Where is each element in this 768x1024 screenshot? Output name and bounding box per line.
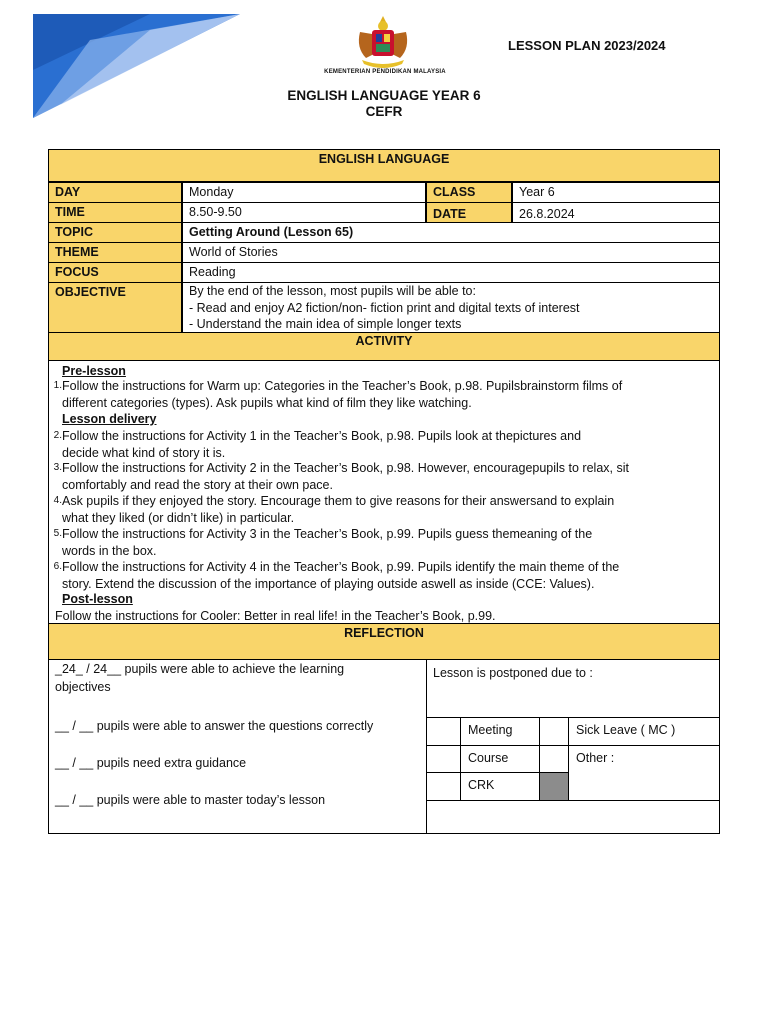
- date-value: 26.8.2024: [512, 202, 720, 224]
- step-number: 3.: [53, 462, 62, 473]
- topic-value: Getting Around (Lesson 65): [182, 222, 720, 243]
- step-line: different categories (types). Ask pupils what kind of film they like watching.: [62, 395, 472, 410]
- meeting-label: Meeting: [460, 717, 540, 746]
- step-line: Follow the instructions for Activity 1 in the Teacher’s Book, p.98. Pupils look at thepictures and: [62, 429, 582, 443]
- other-checkbox[interactable]: [539, 745, 569, 773]
- step-number: 2.: [53, 430, 62, 441]
- class-value: Year 6: [512, 182, 720, 203]
- date-label: DATE: [426, 202, 512, 224]
- ministry-name: KEMENTERIAN PENDIDIKAN MALAYSIA: [324, 69, 446, 75]
- post-lesson-heading: Post-lesson: [62, 592, 133, 606]
- other-label: Other :: [568, 745, 720, 801]
- reflection-master: __ / __ pupils were able to master today’s lesson: [55, 793, 326, 807]
- step-line: comfortably and read the story at their own pace.: [62, 477, 333, 492]
- step-number: 6.: [53, 561, 62, 572]
- step-line: decide what kind of story it is.: [62, 445, 226, 460]
- title-line-1: ENGLISH LANGUAGE YEAR 6: [287, 88, 481, 103]
- meeting-checkbox[interactable]: [426, 717, 461, 746]
- post-lesson-text: Follow the instructions for Cooler: Better in real life! in the Teacher’s Book, p.99.: [55, 609, 496, 623]
- time-label: TIME: [48, 202, 182, 224]
- reflection-achieve: _24_ / 24__ pupils were able to achieve the learning objectives: [55, 662, 345, 694]
- focus-label: FOCUS: [48, 262, 182, 283]
- step-number: 4.: [53, 495, 62, 506]
- theme-label: THEME: [48, 242, 182, 263]
- lesson-delivery-heading: Lesson delivery: [62, 412, 157, 426]
- class-label: CLASS: [426, 182, 512, 203]
- reflection-bottom-divider: [426, 800, 720, 801]
- objective-line: By the end of the lesson, most pupils will be able to:: [189, 284, 476, 298]
- subject-band: ENGLISH LANGUAGE: [48, 149, 720, 182]
- day-value: Monday: [182, 182, 426, 203]
- time-value: 8.50-9.50: [182, 202, 426, 224]
- pre-lesson-heading: Pre-lesson: [62, 364, 126, 378]
- activity-section: [48, 360, 720, 624]
- title-line-2: CEFR: [365, 104, 403, 119]
- reflection-guidance: __ / __ pupils need extra guidance: [55, 756, 247, 770]
- topic-label: TOPIC: [48, 222, 182, 243]
- reflection-answer: __ / __ pupils were able to answer the questions correctly: [55, 719, 374, 733]
- focus-value: Reading: [182, 262, 720, 283]
- postponed-label: Lesson is postponed due to :: [433, 666, 593, 680]
- step-line: story. Extend the discussion of the importance of playing outside aswell as inside (CCE: Values).: [62, 576, 595, 591]
- theme-value: World of Stories: [182, 242, 720, 263]
- document-title: [0, 88, 768, 120]
- course-checkbox[interactable]: [426, 745, 461, 773]
- coat-of-arms-icon: [352, 14, 414, 70]
- objective-label: OBJECTIVE: [48, 282, 182, 333]
- step-line: Follow the instructions for Activity 2 in the Teacher’s Book, p.98. However, encouragepupils to relax, sit: [62, 461, 629, 475]
- lesson-plan-title: LESSON PLAN 2023/2024: [508, 38, 666, 53]
- sick-leave-checkbox[interactable]: [539, 717, 569, 746]
- step-line: Follow the instructions for Activity 4 in the Teacher’s Book, p.99. Pupils identify the main theme of the: [62, 560, 620, 574]
- course-label: Course: [460, 745, 540, 773]
- step-line: Follow the instructions for Warm up: Categories in the Teacher’s Book, p.98. Pupilsbrainstorm films of: [62, 379, 623, 393]
- objective-line: - Read and enjoy A2 fiction/non- fiction print and digital texts of interest: [189, 300, 580, 315]
- step-line: what they liked (or didn’t like) in particular.: [62, 510, 295, 525]
- crk-shaded-cell: [539, 772, 569, 801]
- crk-label: CRK: [460, 772, 540, 801]
- objective-value: [182, 282, 720, 333]
- objective-line: - Understand the main idea of simple longer texts: [189, 317, 462, 331]
- step-line: Ask pupils if they enjoyed the story. Encourage them to give reasons for their answersand to explain: [62, 494, 615, 508]
- sick-leave-label: Sick Leave ( MC ): [568, 717, 720, 746]
- step-line: Follow the instructions for Activity 3 in the Teacher’s Book, p.99. Pupils guess themeaning of the: [62, 527, 593, 541]
- day-label: DAY: [48, 182, 182, 203]
- reflection-band: REFLECTION: [48, 623, 720, 660]
- crk-checkbox[interactable]: [426, 772, 461, 801]
- activity-band: ACTIVITY: [48, 332, 720, 361]
- step-number: 5.: [53, 528, 62, 539]
- step-number: 1.: [53, 380, 62, 391]
- step-line: words in the box.: [62, 543, 157, 558]
